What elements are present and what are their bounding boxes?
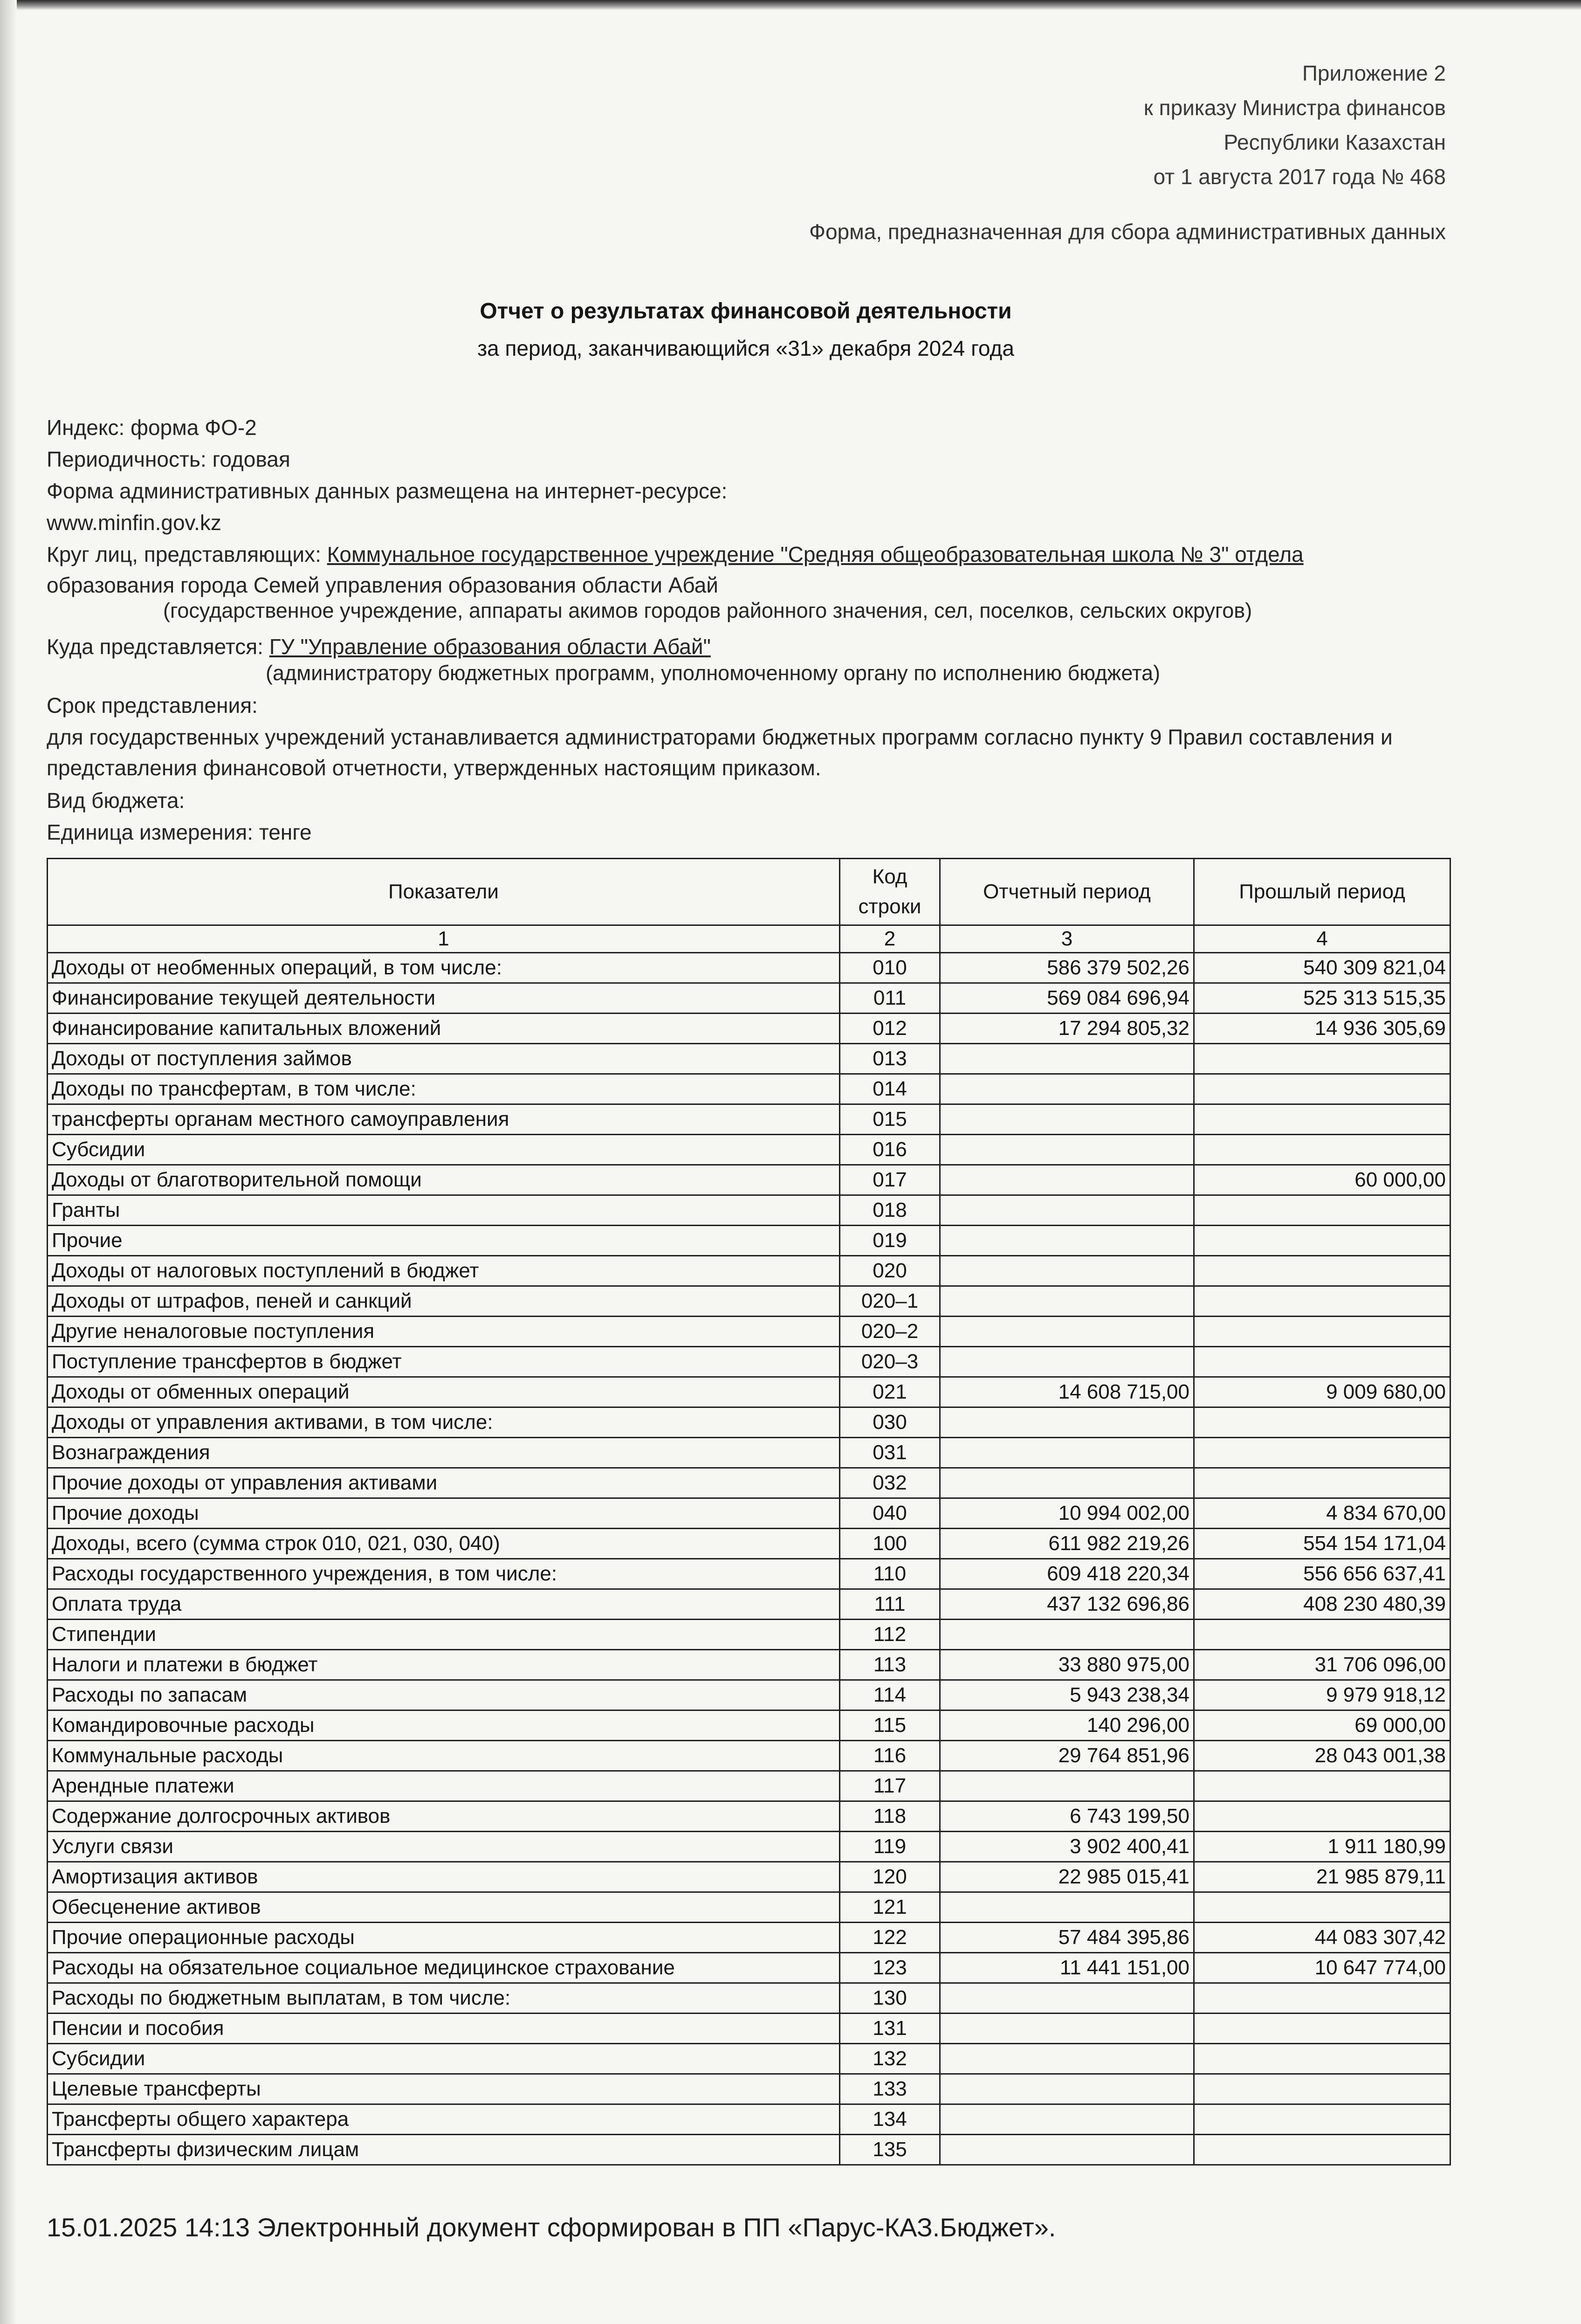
- row-indicator: Доходы по трансфертам, в том числе:: [48, 1074, 840, 1104]
- row-previous-value: [1194, 1135, 1450, 1165]
- row-indicator: Расходы по запасам: [48, 1680, 840, 1710]
- row-code: 123: [840, 1953, 940, 1983]
- row-code: 111: [840, 1589, 940, 1620]
- header-previous-period: Прошлый период: [1194, 859, 1450, 925]
- row-previous-value: [1194, 2135, 1450, 2165]
- row-current-value: [940, 1407, 1194, 1438]
- table-row: [48, 1498, 1450, 1529]
- row-previous-value: [1194, 1620, 1450, 1650]
- row-indicator: Доходы от штрафов, пеней и санкций: [48, 1286, 840, 1317]
- table-row: [48, 983, 1450, 1014]
- column-number: 1: [48, 925, 840, 953]
- row-previous-value: [1194, 1286, 1450, 1317]
- row-current-value: 437 132 696,86: [940, 1589, 1194, 1620]
- row-indicator: Вознаграждения: [48, 1438, 840, 1468]
- row-current-value: 140 296,00: [940, 1710, 1194, 1741]
- row-indicator: Гранты: [48, 1195, 840, 1226]
- row-current-value: 6 743 199,50: [940, 1801, 1194, 1832]
- row-code: 014: [840, 1074, 940, 1104]
- table-row: [48, 1923, 1450, 1953]
- table-row: [48, 1165, 1450, 1195]
- row-current-value: [940, 2104, 1194, 2135]
- table-row: [48, 1195, 1450, 1226]
- meta-where-note: (администратору бюджетных программ, уполномоченному органу по исполнению бюджета): [266, 661, 1161, 685]
- table-row: [48, 2074, 1450, 2104]
- row-previous-value: 44 083 307,42: [1194, 1923, 1450, 1953]
- row-indicator: Доходы от благотворительной помощи: [48, 1165, 840, 1195]
- row-previous-value: [1194, 1468, 1450, 1498]
- row-indicator: Налоги и платежи в бюджет: [48, 1650, 840, 1680]
- row-indicator: Прочие доходы: [48, 1498, 840, 1529]
- row-code: 040: [840, 1498, 940, 1529]
- row-indicator: Доходы от обменных операций: [48, 1377, 840, 1407]
- column-number: 2: [840, 925, 940, 953]
- table-row: [48, 1559, 1450, 1589]
- row-previous-value: 1 911 180,99: [1194, 1832, 1450, 1862]
- header-current-period: Отчетный период: [940, 859, 1194, 925]
- row-previous-value: 31 706 096,00: [1194, 1650, 1450, 1680]
- meta-budget-type: Вид бюджета:: [47, 788, 185, 813]
- row-indicator: Услуги связи: [48, 1832, 840, 1862]
- row-previous-value: 69 000,00: [1194, 1710, 1450, 1741]
- row-code: 132: [840, 2044, 940, 2074]
- table-row: [48, 1771, 1450, 1801]
- row-code: 113: [840, 1650, 940, 1680]
- table-row: [48, 1317, 1450, 1347]
- row-previous-value: 525 313 515,35: [1194, 983, 1450, 1014]
- row-indicator: Трансферты общего характера: [48, 2104, 840, 2135]
- meta-website: www.minfin.gov.kz: [47, 510, 221, 535]
- table-row: [48, 1832, 1450, 1862]
- meta-where: [47, 634, 711, 659]
- meta-circle-value: Коммунальное государственное учреждение "Средняя общеобразовательная школа № 3" отдела: [327, 542, 1304, 566]
- table-row: [48, 1074, 1450, 1104]
- row-previous-value: [1194, 2074, 1450, 2104]
- table-row: [48, 1226, 1450, 1256]
- row-code: 020–3: [840, 1347, 940, 1377]
- row-previous-value: 556 656 637,41: [1194, 1559, 1450, 1589]
- meta-where-label: Куда представляется:: [47, 634, 263, 659]
- report-title: Отчет о результатах финансовой деятельности: [480, 299, 1012, 324]
- meta-deadline-text: для государственных учреждений устанавливается администраторами бюджетных программ согласно пункту 9 Правил составления и: [47, 725, 1393, 749]
- appendix-line: Республики Казахстан: [1224, 130, 1446, 154]
- table-row: [48, 1710, 1450, 1741]
- row-previous-value: [1194, 1407, 1450, 1438]
- row-code: 020–1: [840, 1286, 940, 1317]
- row-current-value: [940, 1226, 1194, 1256]
- table-row: [48, 1801, 1450, 1832]
- row-code: 016: [840, 1135, 940, 1165]
- appendix-line: к приказу Министра финансов: [1143, 96, 1446, 120]
- row-current-value: [940, 1074, 1194, 1104]
- meta-deadline-label: Срок представления:: [47, 693, 258, 717]
- table-row: [48, 1104, 1450, 1135]
- row-current-value: 17 294 805,32: [940, 1014, 1194, 1044]
- row-previous-value: [1194, 1317, 1450, 1347]
- row-current-value: 586 379 502,26: [940, 953, 1194, 983]
- row-current-value: 11 441 151,00: [940, 1953, 1194, 1983]
- meta-index: Индекс: форма ФО-2: [47, 415, 257, 440]
- row-code: 135: [840, 2135, 940, 2165]
- row-current-value: 22 985 015,41: [940, 1862, 1194, 1892]
- table-row: [48, 1862, 1450, 1892]
- row-indicator: Субсидии: [48, 2044, 840, 2074]
- row-indicator: Пенсии и пособия: [48, 2014, 840, 2044]
- row-indicator: Расходы по бюджетным выплатам, в том числе:: [48, 1983, 840, 2014]
- row-code: 010: [840, 953, 940, 983]
- row-current-value: [940, 2074, 1194, 2104]
- row-current-value: 14 608 715,00: [940, 1377, 1194, 1407]
- table-row: [48, 1014, 1450, 1044]
- meta-unit: Единица измерения: тенге: [47, 820, 312, 844]
- row-code: 019: [840, 1226, 940, 1256]
- meta-circle-note: (государственное учреждение, аппараты акимов городов районного значения, сел, поселков, сельских округов): [163, 599, 1252, 622]
- row-previous-value: [1194, 1771, 1450, 1801]
- row-code: 020–2: [840, 1317, 940, 1347]
- row-code: 031: [840, 1438, 940, 1468]
- meta-circle-label: Круг лиц, представляющих:: [47, 542, 321, 566]
- row-previous-value: [1194, 2014, 1450, 2044]
- row-code: 121: [840, 1892, 940, 1923]
- electronic-document-footer: 15.01.2025 14:13 Электронный документ сформирован в ПП «Парус-КАЗ.Бюджет».: [47, 2213, 1056, 2242]
- header-indicators: Показатели: [48, 859, 840, 925]
- row-code: 120: [840, 1862, 940, 1892]
- row-indicator: Финансирование текущей деятельности: [48, 983, 840, 1014]
- row-previous-value: 9 979 918,12: [1194, 1680, 1450, 1710]
- row-current-value: [940, 1317, 1194, 1347]
- row-previous-value: 60 000,00: [1194, 1165, 1450, 1195]
- row-current-value: 33 880 975,00: [940, 1650, 1194, 1680]
- row-current-value: 611 982 219,26: [940, 1529, 1194, 1559]
- row-previous-value: 408 230 480,39: [1194, 1589, 1450, 1620]
- row-current-value: 57 484 395,86: [940, 1923, 1194, 1953]
- row-previous-value: [1194, 1226, 1450, 1256]
- row-current-value: [940, 1771, 1194, 1801]
- row-code: 110: [840, 1559, 940, 1589]
- row-previous-value: [1194, 1044, 1450, 1074]
- row-current-value: 10 994 002,00: [940, 1498, 1194, 1529]
- meta-circle-value-cont: образования города Семей управления образования области Абай: [47, 573, 719, 597]
- row-indicator: Доходы от поступления займов: [48, 1044, 840, 1074]
- row-previous-value: 9 009 680,00: [1194, 1377, 1450, 1407]
- row-previous-value: [1194, 1438, 1450, 1468]
- row-indicator: Доходы, всего (сумма строк 010, 021, 030, 040): [48, 1529, 840, 1559]
- row-indicator: Доходы от налоговых поступлений в бюджет: [48, 1256, 840, 1286]
- row-code: 011: [840, 983, 940, 1014]
- table-row: [48, 2044, 1450, 2074]
- row-current-value: 3 902 400,41: [940, 1832, 1194, 1862]
- form-note: Форма, предназначенная для сбора административных данных: [809, 220, 1446, 244]
- column-number: 3: [940, 925, 1194, 953]
- row-previous-value: [1194, 1074, 1450, 1104]
- row-current-value: [940, 1983, 1194, 2014]
- table-row: [48, 1407, 1450, 1438]
- table-row: [48, 2104, 1450, 2135]
- table-body: [48, 953, 1450, 2165]
- table-row: [48, 1892, 1450, 1923]
- financial-results-table: [47, 858, 1451, 2165]
- row-previous-value: [1194, 1256, 1450, 1286]
- appendix-block: [1144, 56, 1446, 194]
- row-indicator: Обесценение активов: [48, 1892, 840, 1923]
- meta-deadline-text-cont: представления финансовой отчетности, утвержденных настоящим приказом.: [47, 756, 821, 780]
- table-row: [48, 953, 1450, 983]
- row-indicator: Оплата труда: [48, 1589, 840, 1620]
- row-indicator: Расходы на обязательное социальное медицинское страхование: [48, 1953, 840, 1983]
- row-current-value: 569 084 696,94: [940, 983, 1194, 1014]
- meta-periodicity: Периодичность: годовая: [47, 447, 290, 471]
- row-code: 030: [840, 1407, 940, 1438]
- table-row: [48, 1377, 1450, 1407]
- row-current-value: 609 418 220,34: [940, 1559, 1194, 1589]
- row-indicator: Прочие операционные расходы: [48, 1923, 840, 1953]
- table-row: [48, 1589, 1450, 1620]
- row-previous-value: [1194, 1983, 1450, 2014]
- table-row: [48, 2135, 1450, 2165]
- row-previous-value: [1194, 1195, 1450, 1226]
- row-previous-value: [1194, 2044, 1450, 2074]
- row-indicator: Расходы государственного учреждения, в том числе:: [48, 1559, 840, 1589]
- table-row: [48, 1438, 1450, 1468]
- table-row: [48, 2014, 1450, 2044]
- column-number: 4: [1194, 925, 1450, 953]
- row-current-value: [940, 1347, 1194, 1377]
- row-indicator: Коммунальные расходы: [48, 1741, 840, 1771]
- row-indicator: Целевые трансферты: [48, 2074, 840, 2104]
- row-current-value: [940, 1165, 1194, 1195]
- row-code: 020: [840, 1256, 940, 1286]
- row-code: 021: [840, 1377, 940, 1407]
- table-row: [48, 1044, 1450, 1074]
- row-indicator: Доходы от управления активами, в том числе:: [48, 1407, 840, 1438]
- row-code: 114: [840, 1680, 940, 1710]
- row-code: 013: [840, 1044, 940, 1074]
- scan-top-shadow: [0, 0, 1581, 10]
- row-code: 133: [840, 2074, 940, 2104]
- row-current-value: 5 943 238,34: [940, 1680, 1194, 1710]
- row-indicator: Стипендии: [48, 1620, 840, 1650]
- table-row: [48, 1741, 1450, 1771]
- table-row: [48, 1286, 1450, 1317]
- row-code: 115: [840, 1710, 940, 1741]
- row-previous-value: 28 043 001,38: [1194, 1741, 1450, 1771]
- row-indicator: Доходы от необменных операций, в том числе:: [48, 953, 840, 983]
- header-code: Код строки: [840, 859, 940, 925]
- row-indicator: Командировочные расходы: [48, 1710, 840, 1741]
- row-code: 100: [840, 1529, 940, 1559]
- row-current-value: [940, 1135, 1194, 1165]
- row-indicator: Содержание долгосрочных активов: [48, 1801, 840, 1832]
- table-row: [48, 1953, 1450, 1983]
- table-row: [48, 1347, 1450, 1377]
- table-row: [48, 1983, 1450, 2014]
- row-indicator: Амортизация активов: [48, 1862, 840, 1892]
- row-code: 131: [840, 2014, 940, 2044]
- row-current-value: [940, 1104, 1194, 1135]
- row-previous-value: 10 647 774,00: [1194, 1953, 1450, 1983]
- row-previous-value: 14 936 305,69: [1194, 1014, 1450, 1044]
- row-current-value: [940, 2135, 1194, 2165]
- row-current-value: [940, 1468, 1194, 1498]
- row-current-value: [940, 2014, 1194, 2044]
- row-code: 130: [840, 1983, 940, 2014]
- report-period: за период, заканчивающийся «31» декабря 2024 года: [477, 336, 1014, 360]
- row-code: 117: [840, 1771, 940, 1801]
- row-indicator: Субсидии: [48, 1135, 840, 1165]
- row-previous-value: 4 834 670,00: [1194, 1498, 1450, 1529]
- row-indicator: Поступление трансфертов в бюджет: [48, 1347, 840, 1377]
- table-numbering-row: [48, 925, 1450, 953]
- table-row: [48, 1680, 1450, 1710]
- table-row: [48, 1256, 1450, 1286]
- meta-placed-on: Форма административных данных размещена на интернет-ресурсе:: [47, 479, 728, 503]
- appendix-line: от 1 августа 2017 года № 468: [1153, 165, 1446, 189]
- row-indicator: Прочие: [48, 1226, 840, 1256]
- row-code: 015: [840, 1104, 940, 1135]
- row-current-value: [940, 1892, 1194, 1923]
- row-code: 134: [840, 2104, 940, 2135]
- table-row: [48, 1529, 1450, 1559]
- row-code: 018: [840, 1195, 940, 1226]
- row-indicator: Прочие доходы от управления активами: [48, 1468, 840, 1498]
- row-code: 116: [840, 1741, 940, 1771]
- row-current-value: [940, 1195, 1194, 1226]
- row-code: 112: [840, 1620, 940, 1650]
- row-indicator: Финансирование капитальных вложений: [48, 1014, 840, 1044]
- meta-circle: [47, 542, 1304, 567]
- row-indicator: Трансферты физическим лицам: [48, 2135, 840, 2165]
- row-code: 122: [840, 1923, 940, 1953]
- row-previous-value: 540 309 821,04: [1194, 953, 1450, 983]
- row-indicator: трансферты органам местного самоуправления: [48, 1104, 840, 1135]
- appendix-line: Приложение 2: [1302, 61, 1446, 85]
- row-code: 017: [840, 1165, 940, 1195]
- row-indicator: Арендные платежи: [48, 1771, 840, 1801]
- row-code: 032: [840, 1468, 940, 1498]
- row-code: 012: [840, 1014, 940, 1044]
- row-code: 119: [840, 1832, 940, 1862]
- table-row: [48, 1468, 1450, 1498]
- row-current-value: [940, 1044, 1194, 1074]
- row-current-value: [940, 1620, 1194, 1650]
- row-code: 118: [840, 1801, 940, 1832]
- row-previous-value: [1194, 1104, 1450, 1135]
- row-current-value: [940, 2044, 1194, 2074]
- row-previous-value: 21 985 879,11: [1194, 1862, 1450, 1892]
- row-current-value: 29 764 851,96: [940, 1741, 1194, 1771]
- row-previous-value: [1194, 2104, 1450, 2135]
- table-row: [48, 1135, 1450, 1165]
- row-current-value: [940, 1286, 1194, 1317]
- row-previous-value: [1194, 1347, 1450, 1377]
- row-previous-value: [1194, 1801, 1450, 1832]
- row-previous-value: [1194, 1892, 1450, 1923]
- table-header-row: [48, 859, 1450, 925]
- row-current-value: [940, 1438, 1194, 1468]
- row-previous-value: 554 154 171,04: [1194, 1529, 1450, 1559]
- table-row: [48, 1620, 1450, 1650]
- row-indicator: Другие неналоговые поступления: [48, 1317, 840, 1347]
- row-current-value: [940, 1256, 1194, 1286]
- meta-where-value: ГУ "Управление образования области Абай": [269, 634, 711, 659]
- table-row: [48, 1650, 1450, 1680]
